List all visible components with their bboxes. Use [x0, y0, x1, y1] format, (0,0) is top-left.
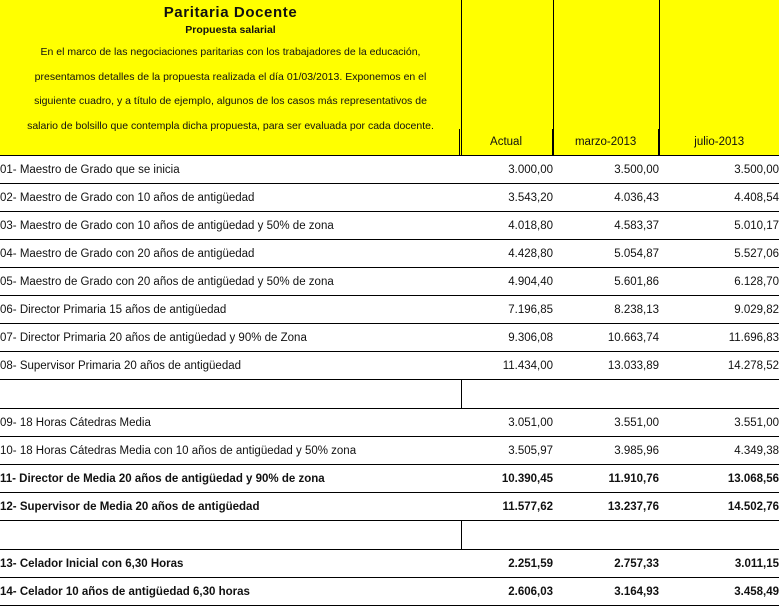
intro-banner: [0, 0, 779, 155]
column-header-spacer: [0, 129, 459, 155]
cell-label[interactable]: 02- Maestro de Grado con 10 años de antigüedad: [0, 184, 461, 212]
banner-text-block: [0, 4, 779, 138]
table-row: [0, 465, 779, 493]
cell-label[interactable]: 04- Maestro de Grado con 20 años de antigüedad: [0, 240, 461, 268]
cell-marzo-2013[interactable]: 13.237,76: [553, 493, 659, 521]
cell-julio-2013[interactable]: 9.029,82: [659, 296, 779, 324]
cell-julio-2013[interactable]: 11.696,83: [659, 324, 779, 352]
cell-marzo-2013[interactable]: 11.910,76: [553, 465, 659, 493]
cell-actual[interactable]: 10.390,45: [461, 465, 553, 493]
banner-title: Paritaria Docente: [163, 4, 298, 21]
cell-marzo-2013[interactable]: 13.033,89: [553, 352, 659, 380]
cell-label[interactable]: 07- Director Primaria 20 años de antigüedad y 90% de Zona: [0, 324, 461, 352]
cell-label[interactable]: 11- Director de Media 20 años de antigüedad y 90% de zona: [0, 465, 461, 493]
table-row: [0, 156, 779, 184]
salary-table-body: [0, 156, 779, 606]
banner-paragraph-line-3: siguiente cuadro, y a título de ejemplo, algunos de los casos más representativos de: [34, 95, 427, 107]
cell-julio-2013[interactable]: 13.068,56: [659, 465, 779, 493]
column-header-marzo-2013: marzo-2013: [552, 129, 659, 155]
table-row: [0, 324, 779, 352]
table-row: [0, 352, 779, 380]
table-row: [0, 409, 779, 437]
table-spacer-row: [0, 521, 779, 550]
cell-julio-2013[interactable]: [659, 380, 779, 409]
cell-marzo-2013[interactable]: 4.036,43: [553, 184, 659, 212]
banner-subtitle: Propuesta salarial: [185, 24, 276, 36]
cell-label[interactable]: 10- 18 Horas Cátedras Media con 10 años de antigüedad y 50% zona: [0, 437, 461, 465]
cell-actual[interactable]: 4.018,80: [461, 212, 553, 240]
cell-actual[interactable]: 3.505,97: [461, 437, 553, 465]
cell-julio-2013[interactable]: [659, 521, 779, 550]
cell-julio-2013[interactable]: 3.011,15: [659, 550, 779, 578]
column-header-row: [0, 129, 779, 155]
cell-actual[interactable]: 2.251,59: [461, 550, 553, 578]
cell-label[interactable]: [0, 521, 461, 550]
cell-actual[interactable]: [461, 521, 553, 550]
cell-julio-2013[interactable]: 6.128,70: [659, 268, 779, 296]
cell-label[interactable]: 06- Director Primaria 15 años de antigüedad: [0, 296, 461, 324]
cell-julio-2013[interactable]: 4.408,54: [659, 184, 779, 212]
table-row: [0, 550, 779, 578]
cell-label[interactable]: 05- Maestro de Grado con 20 años de antigüedad y 50% de zona: [0, 268, 461, 296]
cell-actual[interactable]: [461, 380, 553, 409]
column-header-actual: Actual: [459, 129, 552, 155]
cell-actual[interactable]: 11.577,62: [461, 493, 553, 521]
cell-julio-2013[interactable]: 5.010,17: [659, 212, 779, 240]
table-row: [0, 493, 779, 521]
banner-paragraph-line-2: presentamos detalles de la propuesta realizada el día 01/03/2013. Exponemos en el: [34, 70, 427, 83]
cell-marzo-2013[interactable]: 10.663,74: [553, 324, 659, 352]
cell-label[interactable]: [0, 380, 461, 409]
cell-actual[interactable]: 3.543,20: [461, 184, 553, 212]
cell-label[interactable]: 13- Celador Inicial con 6,30 Horas: [0, 550, 461, 578]
table-row: [0, 268, 779, 296]
cell-julio-2013[interactable]: 14.278,52: [659, 352, 779, 380]
column-header-julio-2013: julio-2013: [658, 129, 779, 155]
cell-marzo-2013[interactable]: 3.164,93: [553, 578, 659, 606]
table-row: [0, 578, 779, 606]
cell-julio-2013[interactable]: 3.500,00: [659, 156, 779, 184]
table-row: [0, 296, 779, 324]
cell-actual[interactable]: 9.306,08: [461, 324, 553, 352]
cell-actual[interactable]: 7.196,85: [461, 296, 553, 324]
cell-julio-2013[interactable]: 3.458,49: [659, 578, 779, 606]
cell-actual[interactable]: 11.434,00: [461, 352, 553, 380]
cell-actual[interactable]: 4.428,80: [461, 240, 553, 268]
cell-label[interactable]: 12- Supervisor de Media 20 años de antigüedad: [0, 493, 461, 521]
cell-actual[interactable]: 3.051,00: [461, 409, 553, 437]
cell-marzo-2013[interactable]: 2.757,33: [553, 550, 659, 578]
cell-label[interactable]: 03- Maestro de Grado con 10 años de antigüedad y 50% de zona: [0, 212, 461, 240]
cell-actual[interactable]: 4.904,40: [461, 268, 553, 296]
banner-paragraph-line-4: salario de bolsillo que contempla dicha propuesta, para ser evaluada por cada docente.: [27, 119, 434, 132]
salary-table: [0, 155, 779, 606]
table-row: [0, 437, 779, 465]
cell-marzo-2013[interactable]: 5.601,86: [553, 268, 659, 296]
cell-marzo-2013[interactable]: 4.583,37: [553, 212, 659, 240]
cell-marzo-2013[interactable]: 8.238,13: [553, 296, 659, 324]
cell-label[interactable]: 01- Maestro de Grado que se inicia: [0, 156, 461, 184]
cell-marzo-2013[interactable]: 5.054,87: [553, 240, 659, 268]
cell-label[interactable]: 14- Celador 10 años de antigüedad 6,30 horas: [0, 578, 461, 606]
cell-julio-2013[interactable]: 5.527,06: [659, 240, 779, 268]
cell-marzo-2013[interactable]: 3.985,96: [553, 437, 659, 465]
cell-marzo-2013[interactable]: [553, 380, 659, 409]
cell-julio-2013[interactable]: 3.551,00: [659, 409, 779, 437]
table-spacer-row: [0, 380, 779, 409]
cell-marzo-2013[interactable]: [553, 521, 659, 550]
cell-label[interactable]: 08- Supervisor Primaria 20 años de antigüedad: [0, 352, 461, 380]
cell-marzo-2013[interactable]: 3.500,00: [553, 156, 659, 184]
cell-marzo-2013[interactable]: 3.551,00: [553, 409, 659, 437]
cell-actual[interactable]: 3.000,00: [461, 156, 553, 184]
banner-paragraph-line-1: En el marco de las negociaciones paritarias con los trabajadores de la educación,: [40, 46, 421, 58]
cell-julio-2013[interactable]: 14.502,76: [659, 493, 779, 521]
table-row: [0, 184, 779, 212]
cell-label[interactable]: 09- 18 Horas Cátedras Media: [0, 409, 461, 437]
cell-actual[interactable]: 2.606,03: [461, 578, 553, 606]
cell-julio-2013[interactable]: 4.349,38: [659, 437, 779, 465]
table-row: [0, 212, 779, 240]
table-row: [0, 240, 779, 268]
